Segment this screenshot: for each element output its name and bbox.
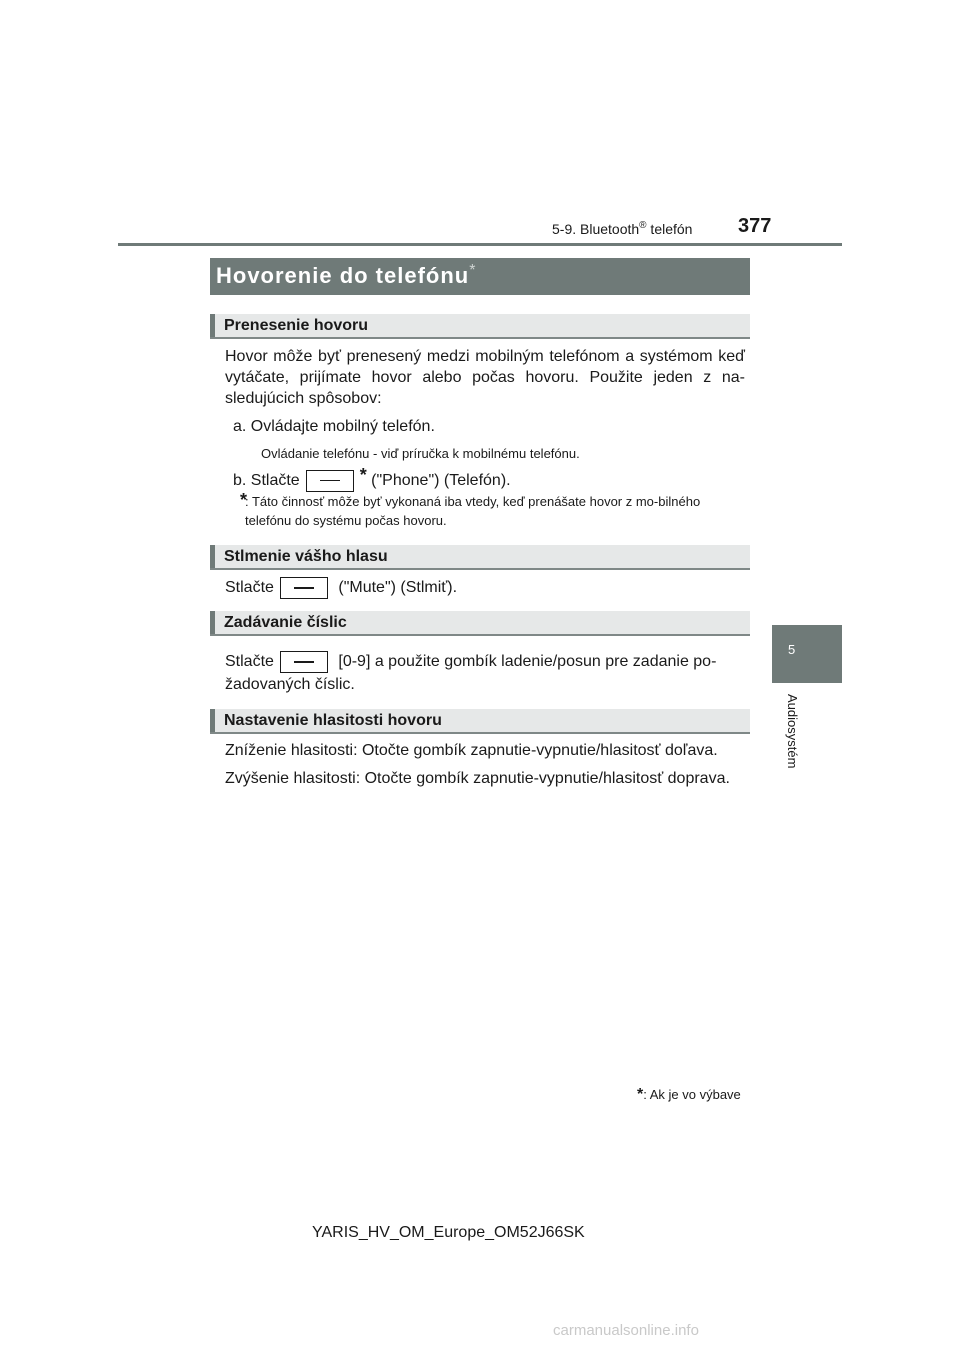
watermark: carmanualsonline.info bbox=[553, 1322, 699, 1339]
page-title: Hovorenie do telefónu* bbox=[216, 262, 477, 288]
mute-key-icon bbox=[280, 577, 328, 599]
digits-key-icon bbox=[280, 651, 328, 673]
chapter-tab bbox=[772, 625, 842, 683]
item-a: a. Ovládajte mobilný telefón. bbox=[233, 418, 435, 435]
heading-volume: Nastavenie hlasitosti hovoru bbox=[210, 709, 750, 734]
volume-up: Zvýšenie hlasitosti: Otočte gombík zapnutie-vypnutie/hlasitosť doprava. bbox=[225, 770, 730, 787]
footnote-mark: * bbox=[240, 490, 248, 510]
volume-down: Zníženie hlasitosti: Otočte gombík zapnutie-vypnutie/hlasitosť doľava. bbox=[225, 742, 718, 759]
section-title: 5-9. Bluetooth® telefón bbox=[552, 220, 693, 237]
digits-line2: žadovaných číslic. bbox=[225, 676, 355, 693]
heading-digits: Zadávanie číslic bbox=[210, 611, 750, 636]
chapter-label: Audiosystém bbox=[785, 694, 800, 769]
item-b: b. Stlačte * ("Phone") (Telefón). bbox=[233, 465, 511, 492]
digits-line1: Stlačte [0-9] a použite gombík ladenie/posun pre zadanie po- bbox=[225, 651, 716, 673]
heading-mute: Stlmenie vášho hlasu bbox=[210, 545, 750, 570]
header-rule bbox=[118, 243, 842, 246]
page-number: 377 bbox=[738, 215, 772, 237]
document-id: YARIS_HV_OM_Europe_OM52J66SK bbox=[312, 1224, 585, 1241]
footer-note: *: Ak je vo výbave bbox=[637, 1086, 741, 1103]
chapter-number: 5 bbox=[788, 642, 796, 657]
transfer-intro: Hovor môže byť prenesený medzi mobilným telefónom a systémom keď vytáčate, prijímate hovor alebo počas hovoru. Použite jeden z na-sledujúcich spôsobov: bbox=[225, 348, 745, 407]
mute-line: Stlačte ("Mute") (Stlmiť). bbox=[225, 577, 457, 599]
phone-key-icon bbox=[306, 470, 354, 492]
transfer-footnote: : Táto činnosť môže byť vykonaná iba vtedy, keď prenášate hovor z mo-bilného telefónu do systému počas hovoru. bbox=[245, 494, 701, 528]
heading-transfer: Prenesenie hovoru bbox=[210, 314, 750, 339]
item-a-note: Ovládanie telefónu - viď príručka k mobilnému telefónu. bbox=[261, 446, 580, 461]
